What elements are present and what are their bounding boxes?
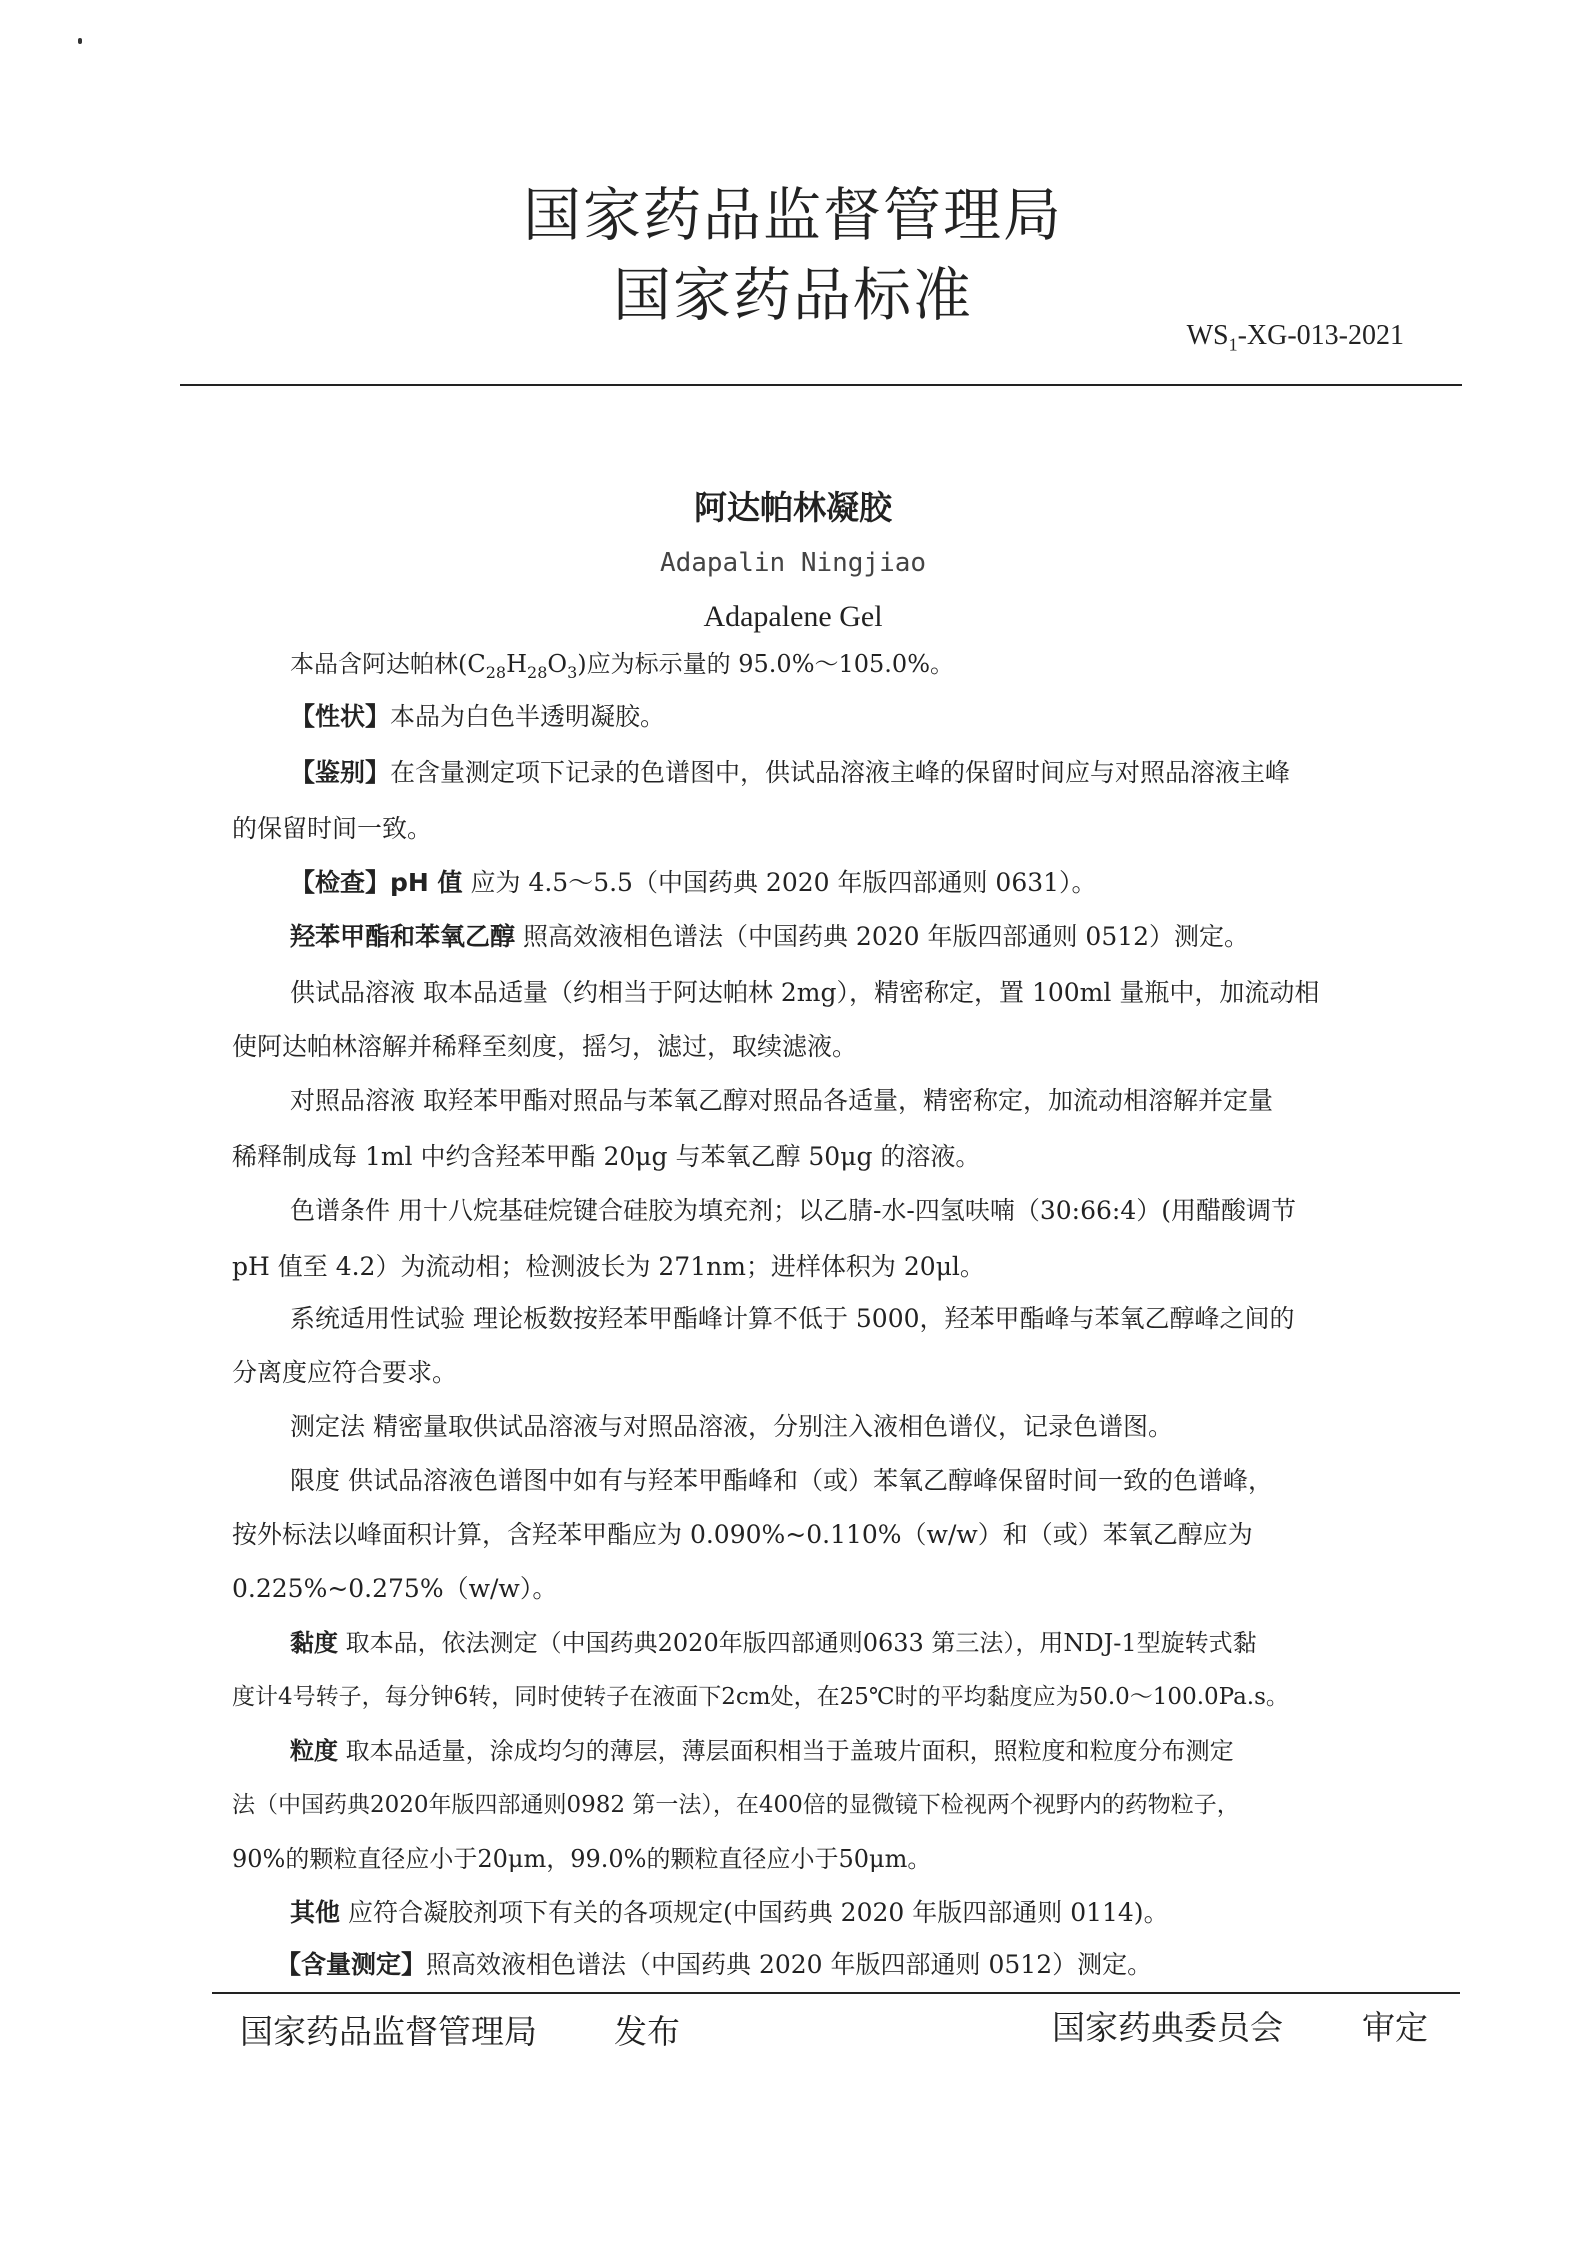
xiandu-line-2: 按外标法以峰面积计算，含羟苯甲酯应为 0.090%~0.110%（w/w）和（或）苯氧乙醇应为 — [232, 1520, 1253, 1549]
ph-label: pH 值 — [390, 868, 463, 897]
drug-name-en: Adapalene Gel — [703, 600, 883, 633]
niandu-line-1: 黏度 取本品，依法测定（中国药典2020年版四部通则0633 第三法），用NDJ-1型旋转式黏 — [290, 1629, 1257, 1657]
jianbie-line-1: 【鉴别】在含量测定项下记录的色谱图中，供试品溶液主峰的保留时间应与对照品溶液主峰 — [290, 758, 1291, 787]
qiang-label: 羟苯甲酯和苯氧乙醇 — [290, 922, 516, 951]
qiang-line: 羟苯甲酯和苯氧乙醇 照高效液相色谱法（中国药典 2020 年版四部通则 0512）测定。 — [290, 922, 1250, 951]
jianbie-label: 【鉴别】 — [290, 758, 391, 787]
drug-name-cn: 阿达帕林凝胶 — [694, 488, 892, 527]
jiancha-label: 【检查】 — [290, 868, 391, 897]
gongshi-line-2: 使阿达帕林溶解并稀释至刻度，摇匀，滤过，取续滤液。 — [232, 1032, 858, 1061]
xingzhuang-label: 【性状】 — [290, 702, 391, 731]
lidu-line-3: 90%的颗粒直径应小于20μm，99.0%的颗粒直径应小于50μm。 — [232, 1845, 932, 1873]
hanliang-line: 【含量测定】照高效液相色谱法（中国药典 2020 年版四部通则 0512）测定。 — [276, 1950, 1153, 1979]
xiandu-line-1: 限度 供试品溶液色谱图中如有与羟苯甲酯峰和（或）苯氧乙醇峰保留时间一致的色谱峰， — [290, 1466, 1273, 1495]
sepu-line-2: pH 值至 4.2）为流动相；检测波长为 271nm；进样体积为 20μl。 — [232, 1252, 985, 1281]
scan-speck — [78, 38, 82, 44]
niandu-label: 黏度 — [290, 1629, 338, 1657]
footer-review-action: 审定 — [1362, 2008, 1428, 2047]
footer-issuer: 国家药品监督管理局 — [240, 2012, 537, 2051]
gongshi-line-1: 供试品溶液 取本品适量（约相当于阿达帕林 2mg），精密称定，置 100ml 量瓶中，加流动相 — [290, 978, 1320, 1007]
xiandu-line-3: 0.225%~0.275%（w/w）。 — [232, 1574, 558, 1603]
duizhao-line-2: 稀释制成每 1ml 中约含羟苯甲酯 20μg 与苯氧乙醇 50μg 的溶液。 — [232, 1142, 981, 1171]
hanliang-label: 【含量测定】 — [276, 1950, 427, 1979]
xitong-line-2: 分离度应符合要求。 — [232, 1358, 458, 1387]
drug-name-pinyin: Adapalin Ningjiao — [659, 548, 927, 578]
qita-line: 其他 应符合凝胶剂项下有关的各项规定(中国药典 2020 年版四部通则 0114)。 — [290, 1898, 1169, 1927]
document-number: $WS_1-XG-013-2021$ — [1186, 320, 1404, 355]
agency-title: 国家药品监督管理局 — [522, 181, 1063, 249]
duizhao-line-1: 对照品溶液 取羟苯甲酯对照品与苯氧乙醇对照品各适量，精密称定，加流动相溶解并定量 — [290, 1086, 1273, 1115]
footer-issue-action: 发布 — [614, 2012, 680, 2051]
xingzhuang-section: 【性状】本品为白色半透明凝胶。 — [290, 702, 666, 731]
qita-label: 其他 — [290, 1898, 341, 1927]
standard-title: 国家药品标准 — [612, 261, 973, 329]
jiancha-ph-line: 【检查】pH 值 应为 4.5～5.5（中国药典 2020 年版四部通则 0631）。 — [290, 868, 1097, 897]
niandu-line-2: 度计4号转子，每分钟6转，同时使转子在液面下2cm处，在25℃时的平均黏度应为50.0～100.0Pa.s。 — [232, 1684, 1289, 1710]
jianbie-line-2: 的保留时间一致。 — [232, 814, 433, 843]
footer-divider — [212, 1992, 1460, 1994]
header-divider — [180, 384, 1462, 386]
lidu-line-2: 法（中国药典2020年版四部通则0982 第一法），在400倍的显微镜下检视两个视野内的药物粒子， — [232, 1792, 1240, 1818]
sepu-line-1: 色谱条件 用十八烷基硅烷键合硅胶为填充剂；以乙腈-水-四氢呋喃（30:66:4）(用醋酸调节 — [290, 1196, 1296, 1225]
footer-reviewer: 国家药典委员会 — [1052, 2008, 1283, 2047]
lidu-label: 粒度 — [290, 1737, 338, 1765]
cedingfa-line: 测定法 精密量取供试品溶液与对照品溶液，分别注入液相色谱仪，记录色谱图。 — [290, 1412, 1173, 1441]
intro-line: 本品含阿达帕林$(C_{28}H_{28}O_3)$应为标示量的 95.0%～105.0%。 — [290, 650, 955, 682]
xitong-line-1: 系统适用性试验 理论板数按羟苯甲酯峰计算不低于 5000，羟苯甲酯峰与苯氧乙醇峰之间的 — [290, 1304, 1295, 1333]
lidu-line-1: 粒度 取本品适量，涂成均匀的薄层，薄层面积相当于盖玻片面积，照粒度和粒度分布测定 — [290, 1737, 1234, 1765]
